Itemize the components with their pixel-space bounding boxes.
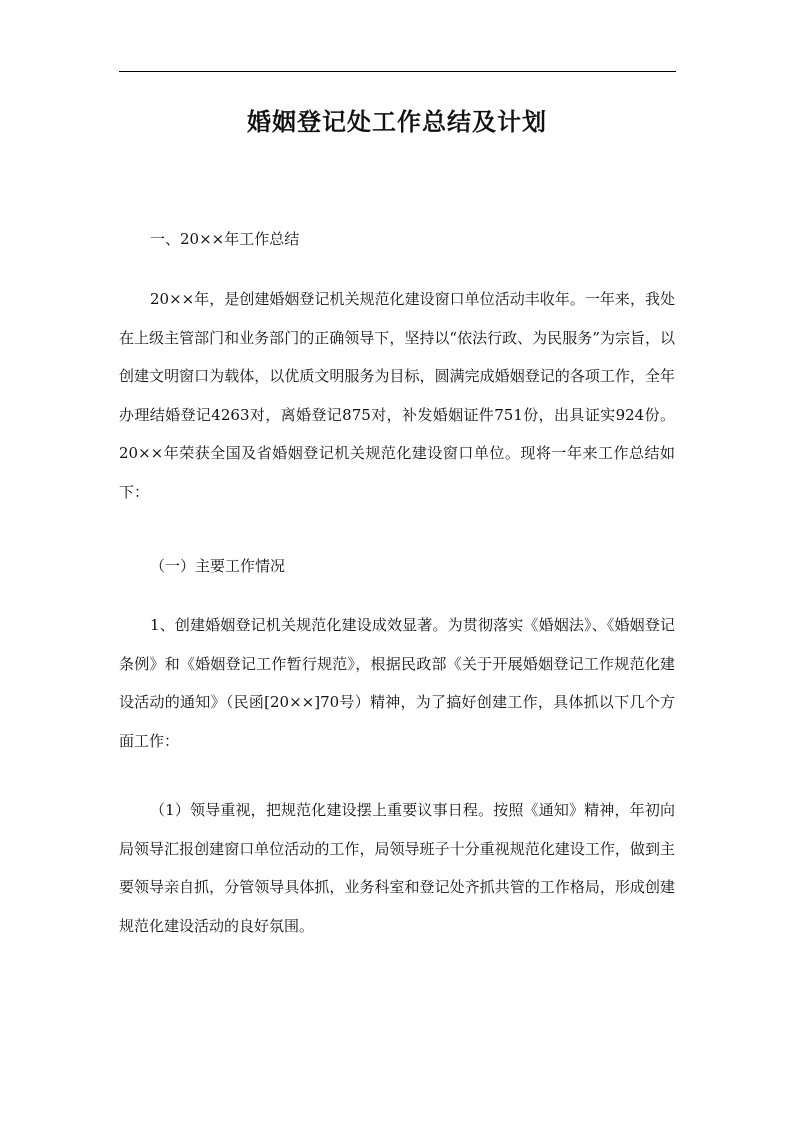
body-paragraph: 1、创建婚姻登记机关规范化建设成效显著。为贯彻落实《婚姻法》、《婚姻登记条例》和《婚姻登记工作暂行规范》，根据民政部《关于开展婚姻登记工作规范化建设活动的通知》（民函[20××]70号）精神，为了搞好创建工作，具体抓以下几个方面工作： — [119, 616, 675, 750]
body-paragraph: （1）领导重视，把规范化建设摆上重要议事日程。按照《通知》精神，年初向局领导汇报创建窗口单位活动的工作，局领导班子十分重视规范化建设工作，做到主要领导亲自抓，分管领导具体抓，业务科室和登记处齐抓共管的工作格局，形成创建规范化建设活动的良好氛围。 — [119, 801, 675, 935]
header-rule — [119, 71, 676, 72]
subsection-heading: （一）主要工作情况 — [150, 557, 286, 575]
document-title: 婚姻登记处工作总结及计划 — [247, 108, 547, 136]
body-paragraph: 20××年，是创建婚姻登记机关规范化建设窗口单位活动丰收年。一年来，我处在上级主管部门和业务部门的正确领导下，坚持以“依法行政、为民服务”为宗旨，以创建文明窗口为载体，以优质文明服务为目标，圆满完成婚姻登记的各项工作，全年办理结婚登记4263对，离婚登记875对，补发婚姻证件751份，出具证实924份。20××年荣获全国及省婚姻登记机关规范化建设窗口单位。现将一年来工作总结如下： — [119, 290, 675, 501]
section-heading: 一、20××年工作总结 — [150, 230, 300, 248]
